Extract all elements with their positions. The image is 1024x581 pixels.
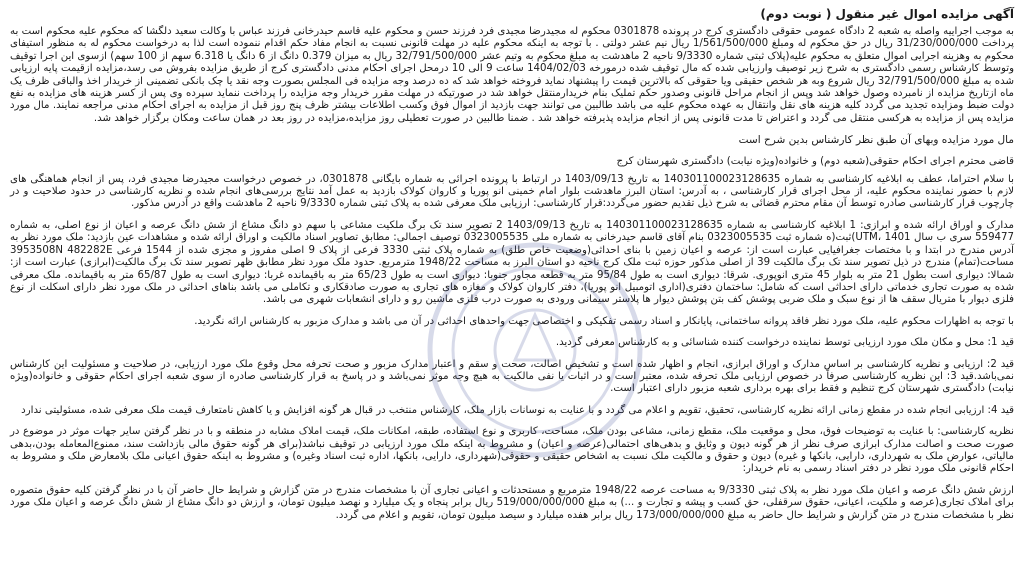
report-note: با توجه به اظهارات محکوم علیه، ملک مورد نظر فاقد پروانه ساختمانی، پایانکار و اسناد رسمی تفکیکی و اختصاصی جهت واحدهای احداثی در آن می باشد و مدارک مزبور به کارشناس ارائه نگردید. (194, 315, 1014, 327)
report-documents: مدارک و اوراق ارائه شده و ابرازی: 1 ابلاغیه کارشناسی به شماره 140301100023128635 به تاریخ 1403/09/13 2 تصویر سند تک برگ ملکیت مشاعی با سهم دو دانگ مشاع از شش دانگ عرصه و اعیان از نوع اصلی، به شماره 559477 سری ب سال 1401 ،UTM)ثبت(ه شماره ثبت 0323005535 بنام آقای قاسم حیدرخانی به شماره ملی 0323005535 توصیف اجمالی: مطابق تصاویر اسناد مالکیت و اوراق ارائه شده و مشاهدات عین بازدید: ملک مورد نظر به آدرس مندرج در ابتدا و با مختصات جغرافیایی عبارت است از: عرصه و اعیان زمین با بنای احداثی(وضعیت خاص طلق) به شماره پلاک ثبتی 3330 فرعی از پلاک 9 اصلی مفروز و مجزی شده از 1544 فرعی 3953508N 482282E مساحت(تمام) مندرج در ذیل تصویر سند تک برگ مالکیت 39 از اصلی مذکور حوزه ثبت ملک کرج ناحیه دو استان البرز به مساحت 1948/22 مترمربع. حدود ملک مورد نظر مطابق ظهر تصویر سند تک برگ مالکیت(ابرازی) عبارت است از: شمالا: دیواری است بطول 21 متر به بلوار 45 متری انوپوری. شرقا: دیواری است به طول 95/84 متر به قطعه مجاور جنوبا: دیواری است به طول 65/23 متر به باقیمانده غربا: دیواری است به طول 65/87 متر به باقیمانده. ملک معرفی شده به صورت تجاری خدماتی دارای احداثی است که شامل: ساختمان دفتری(اداری اتومبیل انو پوریا)، دفتر کاروان کولاک و مغازه های تجاری به صورت صادقکاری و تکاملی می باشد بناهای احداثی در ملک مورد نظر دارای اسکلت از نوع فلزی دیوار با متریال سقف ها از نوع سبک و ملک ضربی پوشش کف بتن پوشش دیوار ها پلاستر سیمانی ورودی به صورت درب فلزی ماشین رو و دارای انشعابات شهری می باشد. (10, 219, 1015, 306)
report-clause-2-3: قید 2: ارزیابی و نظریه کارشناسی بر اساس مدارک و اوراق ابرازی، انجام و اظهار شده است و تشخیص اصالت، صحت و سقم و اعتبار مدارک مزبور و صحت تحرفه محل وقوع ملک مورد ارزیابی، در صلاحیت و مسئولیت این کارشناس نمی‌باشد.قید 3: این نظریه کارشناسی صرفاً در خصوص ارزیابی ملک تحرفه شده، معتبر است و در اثبات یا نفی مالکیت به هیچ وجه موثر نمی‌باشد و در پاسخ به قرار کارشناسی صادره از سوی شعبه اجرای احکام حقوقی و خانواده(ویژه نیابت) دادگستری شهرستان کرج تنظیم و فقط برای بهره برداری شعبه مزبور دارای اعتبار است. (10, 358, 1015, 395)
property-subheading: مال مورد مزایده وبهای آن طبق نظر کارشناس بدین شرح است (738, 134, 1014, 147)
report-intro: با سلام احتراما، عطف به ابلاغیه کارشناسی به شماره 140301100023128635 به تاریخ 1403/09/13 در ارتباط با پرونده اجرائی به شماره بایگانی 0301878، در خصوص درخواست مجیدرضا مجیدی فرد، پس از انجام هماهنگی های لازم با حضور نماینده محکوم علیه، از محل اجرای قرار کارشناسی ، به آدرس: استان البرز ماهدشت بلوار امام خمینی انو پوریا و کاروان کولاک بازدید به عمل آمد نتایج بررسی‌های انجام شده و نظریه کارشناسی در حدود صلاحیت و در چارچوب قرار کارشناسی صادره توسط آن مقام محترم قضائی به شرح ذیل تقدیم حضور می‌گردد:قرار کارشناسی: ارزیابی ملک معرفی شده به پلاک ثبتی شماره 9/3330 ناحیه 2 ماهدشت واقع در آدرس مذکور. (10, 173, 1014, 210)
expert-opinion: نظریه کارشناسی: با عنایت به توضیحات فوق، محل و موقعیت ملک، مقطع زمانی، مشاعی بودن ملک، مساحت، کاربری و نوع استفاده، طبقه، امکانات ملک، قیمت املاک مشابه در منطقه و با در نظر گرفتن سایر جهات موثر در موضوع در صورت صحت و اصالت مدارک ابرازی صرف نظر از هر گونه دیون و وثایق و بدهی‌های احتمالی(عرصه و اعیان) و مشروط به اینکه ملک مورد ارزیابی در توقیف نباشد(برای هر گونه حقوق مالی بازداشت سند، ممنوع‌المعامله بودن،بدهی مالیاتی، عوارض ملک به شهرداری، دارایی، بانکها و غیره) دیون و حقوق و مالکیت ملک نسبت به اشخاص حقیقی و حقوقی(شهرداری، دارایی، بانکها، اداره ثبت اسناد وغیره) و مشروط به اینکه حقوق اعیانی ملک بلامعارض ملک و مشروط به احکام قانونی ملک مورد نظر در دفتر اسناد رسمی به نام خریدار: (10, 426, 1014, 475)
notice-intro: به موجب اجراییه واصله به شعبه 2 دادگاه عمومی حقوقی دادگستری کرج در پرونده 0301878 محکوم له مجیدرضا مجیدی فرد فرزند حسن و محکوم علیه قاسم حیدرخانی فرزند عباس با وکالت سعید دلگشا که محکوم علیه محکوم است به پرداخت 31/230/000/000 ریال در حق محکوم له ومبلغ 1/561/500/000 ریال نیم عشر دولتی . با توجه به اینکه محکوم علیه در مهلت قانونی نسبت به انجام مفاد حکم اقدام ننموده است لذا به درخواست محکوم له به منظور استیفای محکوم به وهزینه اجرایی اموال متعلق به محکوم علیه(پلاک ثبتی شماره 9/3330 ناحیه 2 ماهدشت به مبلغ محکوم به وتیم عشر 32/791/500/000 ریال به میزان 0.379 دانگ از 6 دانگ یا 6.318 سهم از 100 سهم) ازسوی این اجرا توقیف وتوسط کارشناس رسمی دادگستری به شرح زیر توصیف وارزیابی شده که مال توقیف شده درمورخه 1404/02/03 ساعت 9 الی 10 درمحل اجرای احکام مدنی دادگستری کرج از طریق مزایده بفروش می رسد،مزایده ازقیمت پایه ارزیابی شده به مبلغ 32/791/500/000 ریال شروع وبه هر شخص حقیقی ویا حقوقی که بالاترین قیمت را پیشنهاد نماید فروخته خواهد شد که ده درصد وجه مزایده فی المجلس بصورت وجه نقد یا چک بانکی تضمینی از خریدار اخذ والباقی ظرف یک ماه ازتاریخ مزایده از نامبرده وصول خواهد شد وپس از انجام مراحل قانونی وصدور حکم تملیک بنام خریدارمنتقل خواهد شد در صورتیکه در مهلت مقرر خریدار وجه مزایده را پرداخت ننماید سپرده وی پس از کسر هزینه های مزایده به نفع دولت ضبط ومزایده تجدید می گردد کلیه هزینه های نقل وانتقال به عهده محکوم علیه می باشد طالبین می توانند جهت بازدید از اموال فوق وکسب اطلاعات بیشتر ظرف پنج روز قبل از مزایده به اجرای احکام مدنی مراجعه نمایند. مال مورد مزایده پس از مزایده به هرکسی منتقل می گردد و اعتراض تا مدت قانونی پس از انجام مزایده پذیرفته خواهد شد . ضمنا طالبین در صورت تعطیلی روز مزایده،مزایده در روز بعد در همان ساعت ومکان برگزار خواهد شد. (10, 26, 1015, 124)
report-addressee: قاضی محترم اجرای احکام حقوقی(شعبه دوم) و خانواده(ویژه نیابت) دادگستری شهرستان کرج (616, 156, 1014, 168)
report-clause-4: قید 4: ارزیابی انجام شده در مقطع زمانی ارائه نظریه کارشناسی، تحقیق، تقویم و اعلام می گردد و با عنایت به نوسانات بازار ملک، کارشناس منتخب در قبال هر گونه افزایش و یا کاهش نامتعارف قیمت ملک معرفی شده، مسئولیتی ندارد (21, 404, 1014, 416)
valuation-statement: ارزش شش دانگ عرصه و اعیان ملک مورد نظر به پلاک ثبتی 9/3330 به مساحت عرصه 1948/22 مترمربع و مستحدثات و اعیانی تجاری آن با مشخصات مندرج در متن گزارش و شرایط حال حاضر آن با در نظر گرفتن کلیه حقوق متصوره برای املاک تجاری(عرصه و ملکیت، اعیانی، حقوق سرقفلی، حق کسب و پیشه و تجارت و ...) به مبلغ 519/000/000/000 ریال برابر پنجاه و یک میلیارد و نهصد میلیون تومان، و ارزش دو دانگ مشاع از شش دانگ عرصه و اعیان ملک مورد نظر با مشخصات مندرج در متن گزارش و شرایط حال حاضر به مبلغ 173/000/000/000 ریال برابر هفده میلیارد و سیصد میلیون تومان، تقویم و اعلام می گردد. (10, 484, 1015, 521)
notice-title: آگهی مزایده اموال غیر منقول ( نوبت دوم) (760, 7, 1014, 21)
report-clause-1: قید 1: محل و مکان ملک مورد ارزیابی توسط نماینده درخواست کننده شناسائی و به کارشناس معرفی گردید. (555, 337, 1014, 349)
